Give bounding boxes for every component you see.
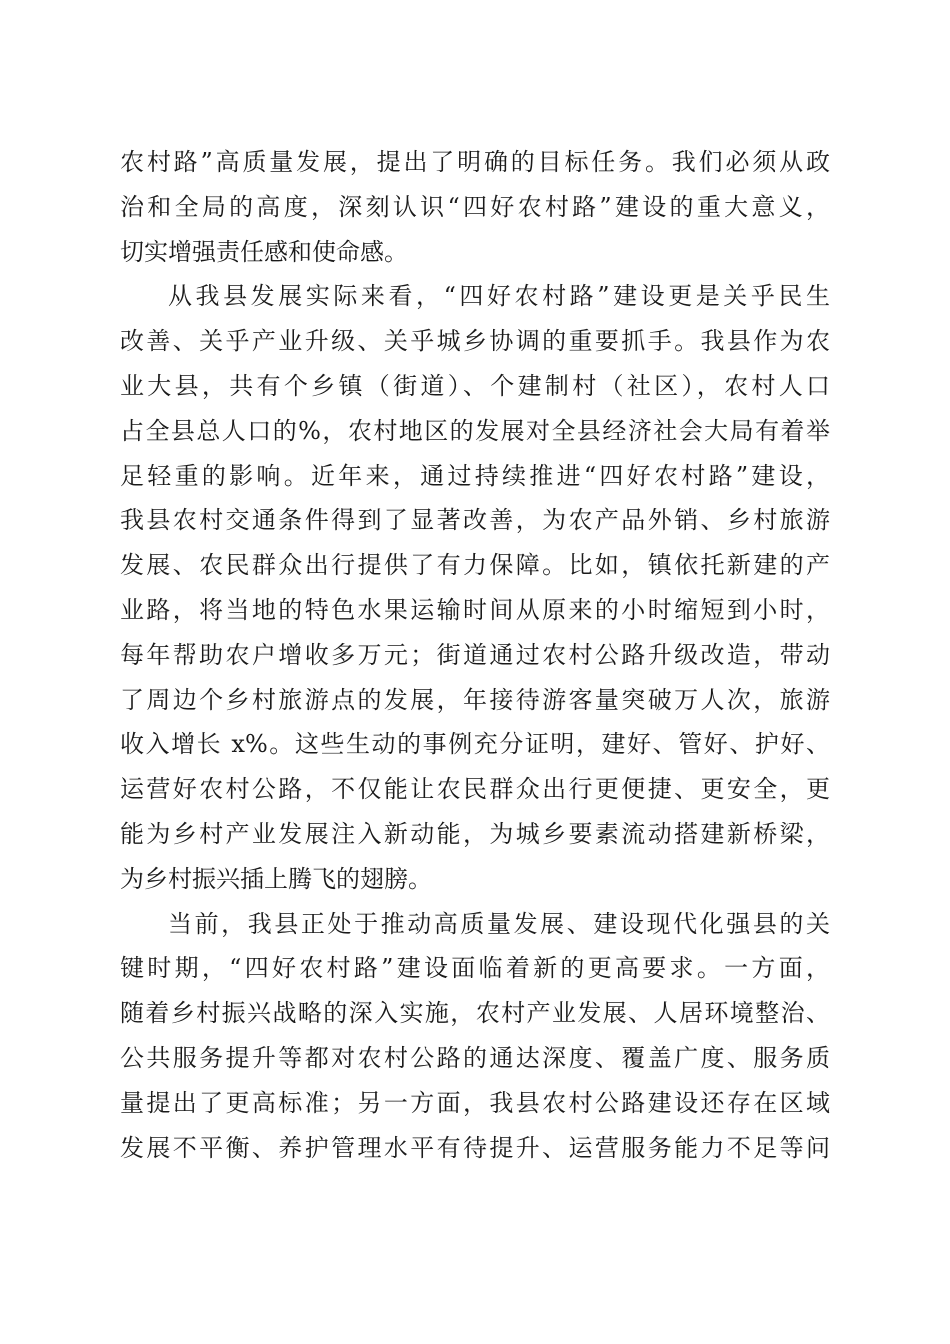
text-line: 治和全局的高度，深刻认识“四好农村路”建设的重大意义， [120, 192, 830, 221]
text-line: 量提出了更高标准；另一方面，我县农村公路建设还存在区域 [120, 1088, 830, 1117]
text-line: 发展不平衡、养护管理水平有待提升、运营服务能力不足等问 [120, 1133, 830, 1162]
text-line: 当前，我县正处于推动高质量发展、建设现代化强县的关 [168, 909, 830, 938]
text-line: 业大县，共有个乡镇（街道）、个建制村（社区），农村人口 [120, 371, 830, 400]
text-line: 农村路”高质量发展，提出了明确的目标任务。我们必须从政 [120, 148, 830, 176]
text-line: 发展、农民群众出行提供了有力保障。比如，镇依托新建的产 [120, 551, 830, 580]
text-line: 随着乡村振兴战略的深入实施，农村产业发展、人居环境整治、 [120, 999, 830, 1028]
text-line: 从我县发展实际来看，“四好农村路”建设更是关乎民生 [168, 282, 830, 311]
text-line: 键时期，“四好农村路”建设面临着新的更高要求。一方面， [120, 954, 830, 983]
text-line: 公共服务提升等都对农村公路的通达深度、覆盖广度、服务质 [120, 1043, 830, 1072]
text-line: 业路，将当地的特色水果运输时间从原来的小时缩短到小时， [120, 595, 830, 624]
text-line: 为乡村振兴插上腾飞的翅膀。 [120, 864, 432, 893]
text-line: 足轻重的影响。近年来，通过持续推进“四好农村路”建设， [120, 461, 830, 490]
text-line: 切实增强责任感和使命感。 [120, 237, 408, 266]
text-line: 收入增长 x%。这些生动的事例充分证明，建好、管好、护好、 [120, 730, 830, 759]
document-body [120, 140, 830, 1170]
text-line: 了周边个乡村旅游点的发展，年接待游客量突破万人次，旅游 [120, 685, 830, 714]
text-line: 能为乡村产业发展注入新动能，为城乡要素流动搭建新桥梁， [120, 819, 830, 848]
text-line: 改善、关乎产业升级、关乎城乡协调的重要抓手。我县作为农 [120, 327, 830, 356]
text-line: 占全县总人口的%，农村地区的发展对全县经济社会大局有着举 [120, 416, 830, 445]
text-line: 运营好农村公路，不仅能让农民群众出行更便捷、更安全，更 [120, 775, 830, 804]
text-line: 我县农村交通条件得到了显著改善，为农产品外销、乡村旅游 [120, 506, 830, 535]
text-line: 每年帮助农户增收多万元；街道通过农村公路升级改造，带动 [120, 640, 830, 669]
